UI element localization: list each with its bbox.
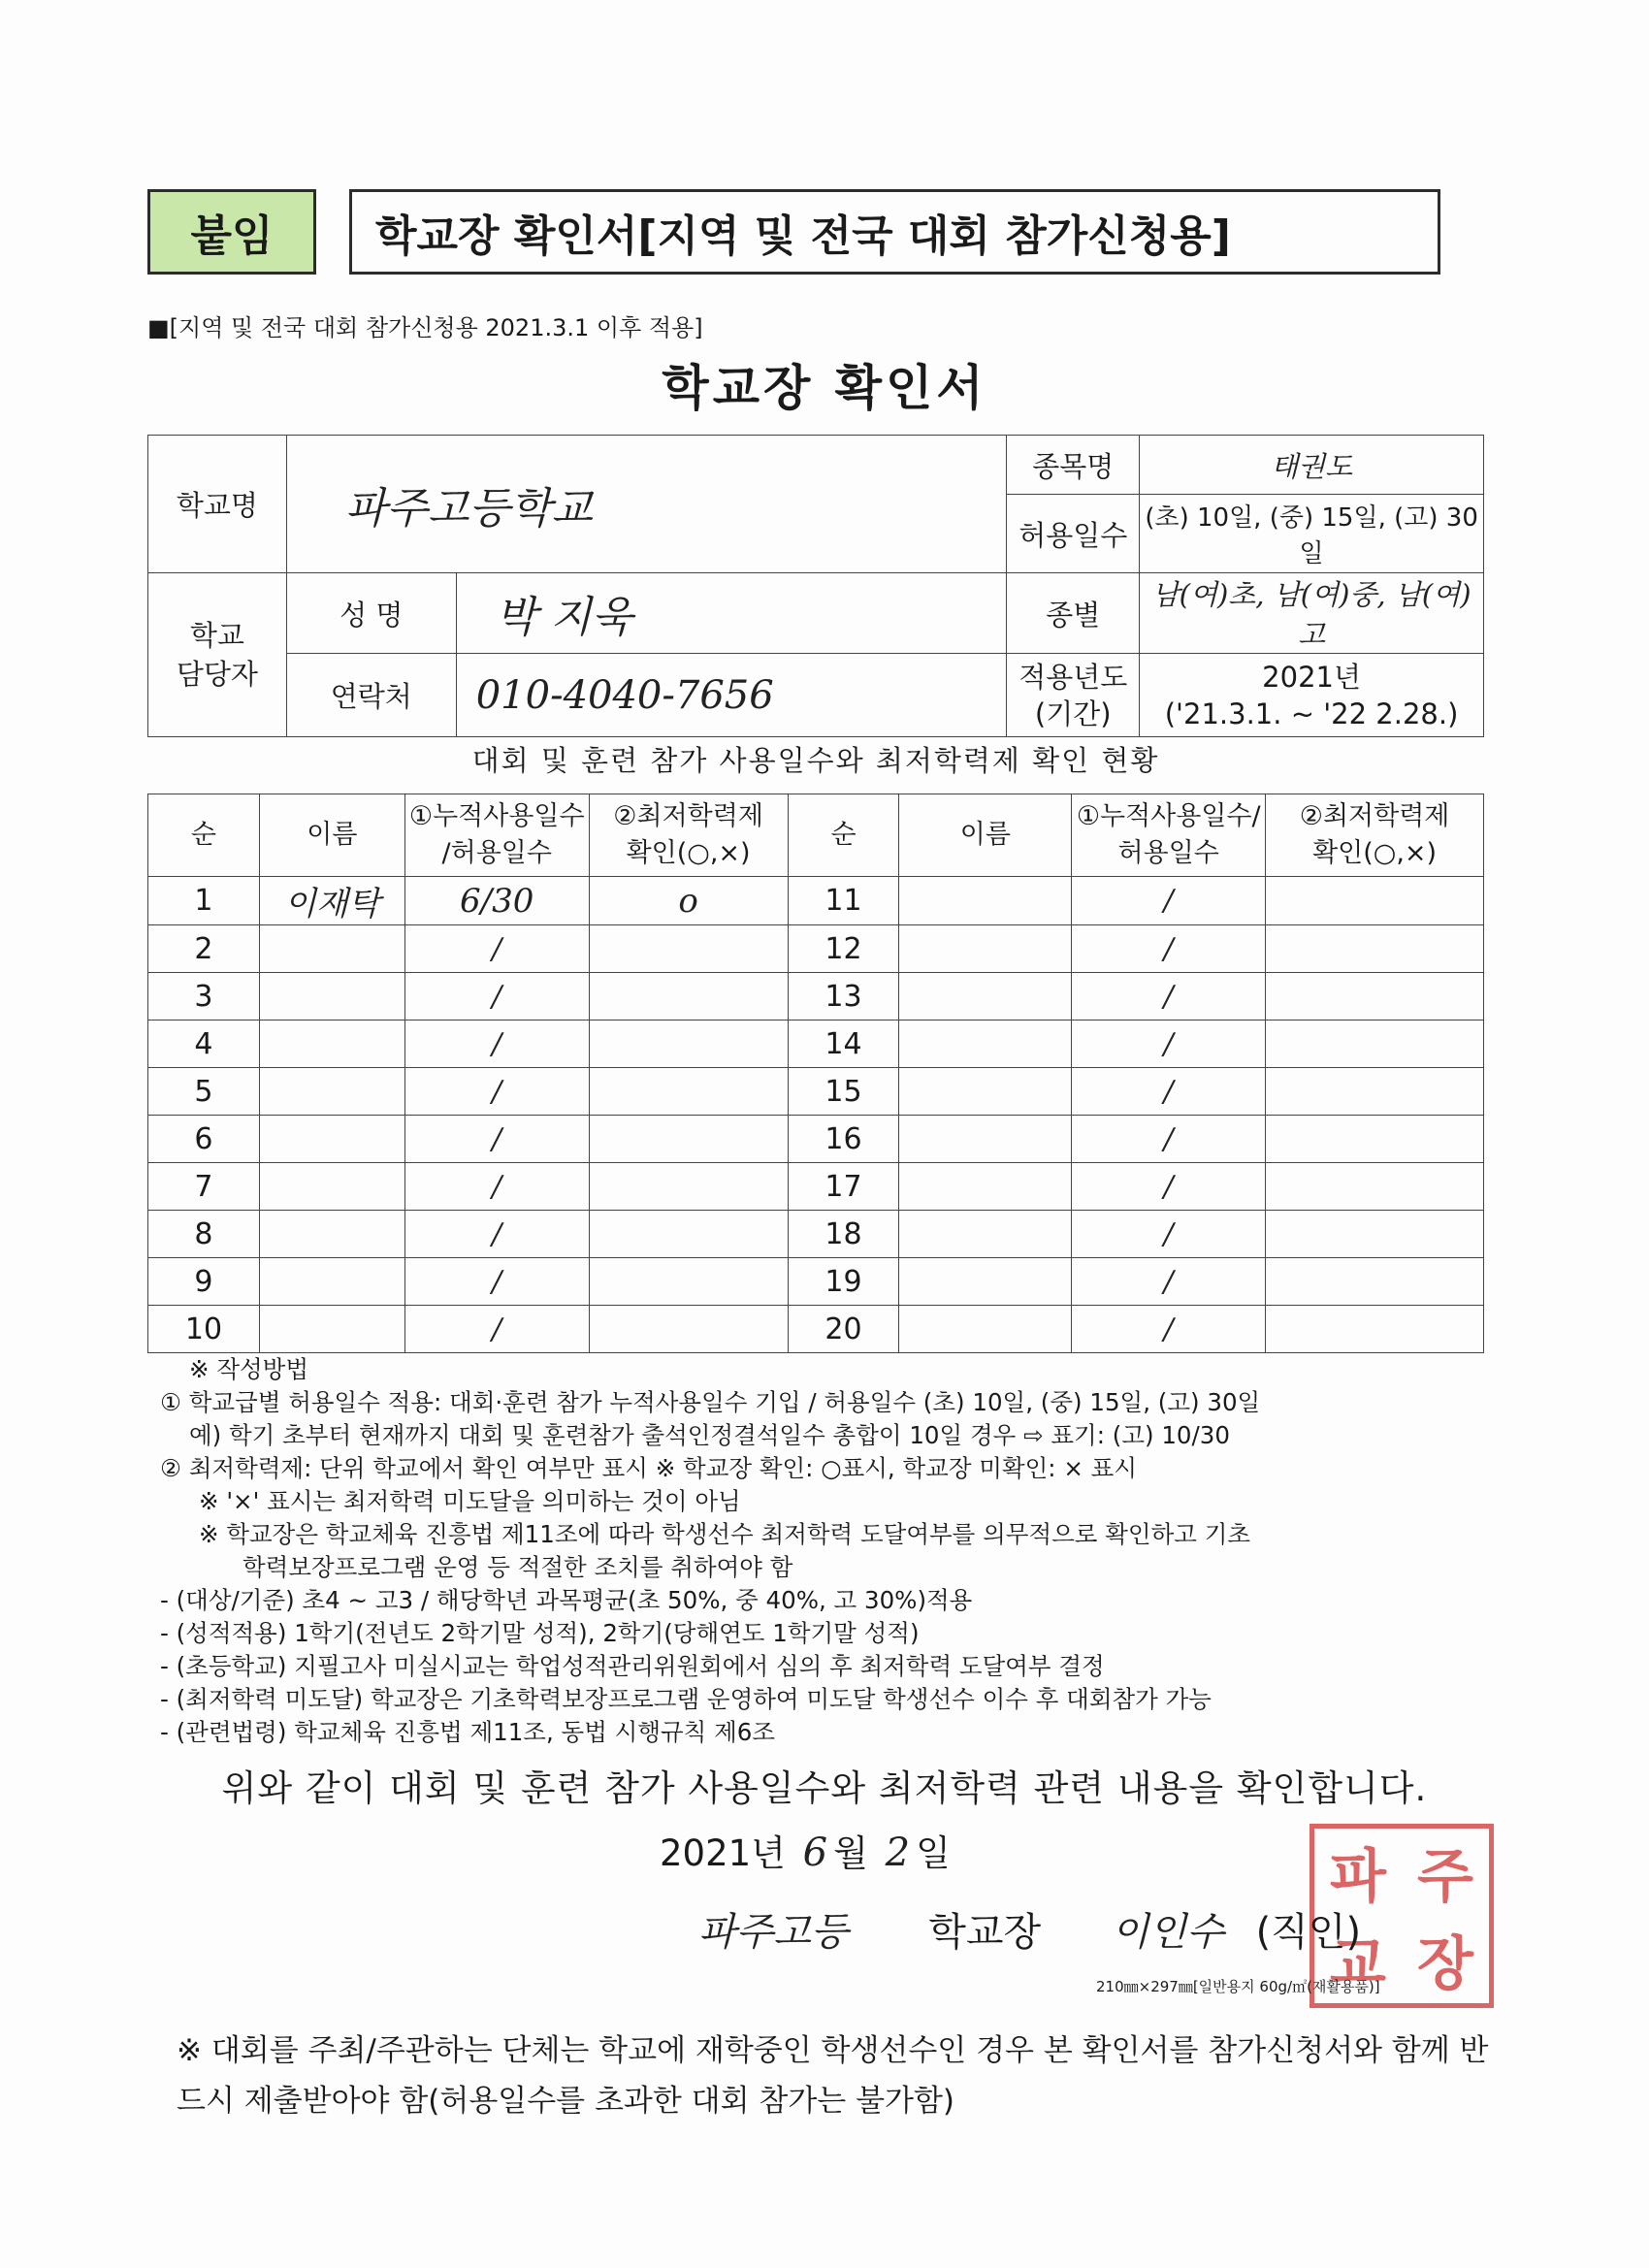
row-days-right: / — [1072, 1211, 1266, 1258]
col-days-right — [1072, 794, 1266, 877]
row-days: / — [404, 925, 589, 973]
date-month-unit: 월 — [833, 1832, 868, 1874]
row-days: / — [404, 973, 589, 1021]
year-label — [1007, 654, 1140, 737]
row-name — [259, 1021, 404, 1068]
col-no-right: 순 — [788, 794, 899, 877]
allowed-days-label: 허용일수 — [1007, 495, 1140, 573]
note-line: 학력보장프로그램 운영 등 적절한 조치를 취하여야 함 — [242, 1553, 793, 1581]
col-name: 이름 — [259, 794, 404, 877]
row-min — [589, 1306, 788, 1353]
row-min: o — [589, 877, 788, 925]
row-name — [259, 925, 404, 973]
sign-seal-mark: (직인) — [1255, 1910, 1362, 1955]
row-no-right: 17 — [788, 1163, 899, 1211]
row-min — [589, 973, 788, 1021]
col-days-line1: ①누적사용일수 — [408, 801, 585, 831]
year-value-line1: 2021년 — [1262, 660, 1361, 694]
table-row — [148, 1211, 1484, 1258]
row-no-right: 18 — [788, 1211, 899, 1258]
instructions — [160, 1353, 1499, 1749]
form-header-title: 학교장 확인서[지역 및 전국 대회 참가신청용] — [349, 189, 1440, 275]
sign-title: 학교장 — [928, 1910, 1042, 1955]
table-row — [148, 973, 1484, 1021]
row-min — [589, 1116, 788, 1163]
row-no: 3 — [148, 973, 260, 1021]
row-name-right — [899, 1163, 1072, 1211]
row-days: / — [404, 1258, 589, 1306]
row-days: / — [404, 1021, 589, 1068]
signature-line — [698, 1901, 1361, 1957]
row-no: 10 — [148, 1306, 260, 1353]
row-no: 9 — [148, 1258, 260, 1306]
official-seal-stamp: 파 주 교 장 — [1310, 1824, 1494, 2008]
row-no: 6 — [148, 1116, 260, 1163]
gender-value: 남(여)초, 남(여)중, 남(여)고 — [1140, 573, 1484, 654]
row-no: 1 — [148, 877, 260, 925]
table-row — [148, 925, 1484, 973]
row-name-right — [899, 1068, 1072, 1116]
note-line: ② 최저학력제: 단위 학교에서 확인 여부만 표시 ※ 학교장 확인: ○표시, 학교장 미확인: × 표시 — [160, 1454, 1137, 1482]
contact-label: 연락처 — [286, 654, 456, 737]
row-no-right: 16 — [788, 1116, 899, 1163]
year-label-line2: (기간) — [1034, 697, 1112, 730]
row-min-right — [1266, 925, 1484, 973]
note-line: ※ 학교장은 학교체육 진흥법 제11조에 따라 학생선수 최저학력 도달여부를 의무적으로 확인하고 기초 — [199, 1520, 1251, 1548]
row-name-right — [899, 1258, 1072, 1306]
col-days-right-line1: ①누적사용일수/ — [1076, 801, 1261, 831]
col-name-right: 이름 — [899, 794, 1072, 877]
row-min-right — [1266, 1116, 1484, 1163]
year-label-line1: 적용년도 — [1018, 660, 1128, 694]
row-min-right — [1266, 877, 1484, 925]
date-month: 6 — [802, 1831, 828, 1875]
table-row — [148, 1068, 1484, 1116]
row-days-right: / — [1072, 1068, 1266, 1116]
row-days-right: / — [1072, 925, 1266, 973]
row-name — [259, 1116, 404, 1163]
note-line: - (최저학력 미도달) 학교장은 기초학력보장프로그램 운영하여 미도달 학생선수 이수 후 대회참가 가능 — [160, 1685, 1212, 1713]
col-min-line2: 확인(○,×) — [626, 838, 751, 868]
row-no-right: 12 — [788, 925, 899, 973]
row-no: 5 — [148, 1068, 260, 1116]
school-value: 파주고등학교 — [286, 436, 1006, 573]
row-name-right — [899, 1021, 1072, 1068]
date-day-unit: 일 — [916, 1832, 951, 1874]
confirmation-statement: 위와 같이 대회 및 훈련 참가 사용일수와 최저학력 관련 내용을 확인합니다. — [221, 1767, 1428, 1809]
table-row — [148, 1163, 1484, 1211]
section-title: 대회 및 훈련 참가 사용일수와 최저학력제 확인 현황 — [471, 744, 1160, 777]
col-min-right-line2: 확인(○,×) — [1312, 838, 1438, 868]
attachment-badge: 붙임 — [147, 189, 316, 275]
row-days: / — [404, 1116, 589, 1163]
row-name-right — [899, 973, 1072, 1021]
row-min — [589, 925, 788, 973]
signature-date — [660, 1824, 951, 1876]
col-days — [404, 794, 589, 877]
row-no-right: 20 — [788, 1306, 899, 1353]
row-days: / — [404, 1068, 589, 1116]
note-line: - (관련법령) 학교체육 진흥법 제11조, 동법 시행규칙 제6조 — [160, 1718, 776, 1746]
row-min-right — [1266, 1306, 1484, 1353]
row-name — [259, 973, 404, 1021]
row-min — [589, 1068, 788, 1116]
row-no-right: 11 — [788, 877, 899, 925]
row-name — [259, 1258, 404, 1306]
row-min-right — [1266, 1163, 1484, 1211]
col-min-right — [1266, 794, 1484, 877]
event-label: 종목명 — [1007, 436, 1140, 495]
row-name-right — [899, 1306, 1072, 1353]
col-min-line1: ②최저학력제 — [613, 801, 763, 831]
note-line: - (대상/기준) 초4 ~ 고3 / 해당학년 과목평균(초 50%, 중 40%, 고 30%)적용 — [160, 1586, 973, 1614]
row-no-right: 15 — [788, 1068, 899, 1116]
info-table — [147, 435, 1484, 737]
row-name: 이재탁 — [259, 877, 404, 925]
row-name-right — [899, 877, 1072, 925]
row-days: 6/30 — [404, 877, 589, 925]
event-value: 태권도 — [1140, 436, 1484, 495]
row-no-right: 14 — [788, 1021, 899, 1068]
note-line: 예) 학기 초부터 현재까지 대회 및 훈련참가 출석인정결석일수 총합이 10일 경우 ⇨ 표기: (고) 10/30 — [189, 1421, 1230, 1449]
row-min — [589, 1211, 788, 1258]
manager-label: 학교 담당자 — [148, 573, 287, 737]
row-no-right: 13 — [788, 973, 899, 1021]
row-no-right: 19 — [788, 1258, 899, 1306]
row-no: 7 — [148, 1163, 260, 1211]
row-days-right: / — [1072, 1306, 1266, 1353]
row-name — [259, 1211, 404, 1258]
row-days: / — [404, 1306, 589, 1353]
note-line: ※ 작성방법 — [189, 1355, 308, 1383]
table-row — [148, 877, 1484, 925]
gender-label: 종별 — [1007, 573, 1140, 654]
row-days-right: / — [1072, 973, 1266, 1021]
col-no: 순 — [148, 794, 260, 877]
row-days-right: / — [1072, 1258, 1266, 1306]
row-min — [589, 1021, 788, 1068]
row-days-right: / — [1072, 1163, 1266, 1211]
row-days-right: / — [1072, 1021, 1266, 1068]
row-name — [259, 1068, 404, 1116]
row-no: 4 — [148, 1021, 260, 1068]
row-name-right — [899, 1211, 1072, 1258]
note-line: - (초등학교) 지필고사 미실시교는 학업성적관리위원회에서 심의 후 최저학력 도달여부 결정 — [160, 1652, 1105, 1680]
table-row — [148, 1021, 1484, 1068]
year-value — [1140, 654, 1484, 737]
row-no: 8 — [148, 1211, 260, 1258]
row-min — [589, 1163, 788, 1211]
school-label: 학교명 — [148, 436, 287, 573]
col-days-line2: /허용일수 — [441, 838, 552, 868]
table-row — [148, 1116, 1484, 1163]
allowed-days-value: (초) 10일, (중) 15일, (고) 30일 — [1140, 495, 1484, 573]
col-min-right-line1: ②최저학력제 — [1299, 801, 1450, 831]
row-name — [259, 1163, 404, 1211]
name-value: 박 지욱 — [456, 573, 1007, 654]
table-row — [148, 1258, 1484, 1306]
contact-value: 010-4040-7656 — [456, 654, 1007, 737]
paper-spec: 210㎜×297㎜[일반용지 60g/㎡(재활용품)] — [1096, 1978, 1380, 1995]
row-name-right — [899, 1116, 1072, 1163]
row-min-right — [1266, 1021, 1484, 1068]
col-min — [589, 794, 788, 877]
row-days-right: / — [1072, 1116, 1266, 1163]
row-min-right — [1266, 1068, 1484, 1116]
row-name — [259, 1306, 404, 1353]
row-min-right — [1266, 973, 1484, 1021]
year-value-line2: ('21.3.1. ~ '22 2.28.) — [1164, 697, 1459, 730]
note-line: ※ '×' 표시는 최저학력 미도달을 의미하는 것이 아님 — [199, 1487, 741, 1515]
sign-school: 파주고등 — [698, 1910, 849, 1955]
applies-note: ■[지역 및 전국 대회 참가신청용 2021.3.1 이후 적용] — [147, 314, 703, 341]
name-label: 성 명 — [286, 573, 456, 654]
row-min — [589, 1258, 788, 1306]
date-day: 2 — [885, 1831, 911, 1875]
row-days-right: / — [1072, 877, 1266, 925]
row-no: 2 — [148, 925, 260, 973]
row-min-right — [1266, 1258, 1484, 1306]
row-name-right — [899, 925, 1072, 973]
usage-table — [147, 794, 1484, 1353]
row-days: / — [404, 1211, 589, 1258]
document-title: 학교장 확인서 — [662, 360, 987, 416]
date-year: 2021년 — [660, 1832, 786, 1874]
note-line: - (성적적용) 1학기(전년도 2학기말 성적), 2학기(당해연도 1학기말 성적) — [160, 1619, 920, 1647]
sign-name: 이인수 — [1111, 1910, 1224, 1955]
footnote: ※ 대회를 주최/주관하는 단체는 학교에 재학중인 학생선수인 경우 본 확인서를 참가신청서와 함께 반드시 제출받아야 함(허용일수를 초과한 대회 참가는 불가함) — [177, 2033, 1489, 2119]
note-line: ① 학교급별 허용일수 적용: 대회·훈련 참가 누적사용일수 기입 / 허용일수 (초) 10일, (중) 15일, (고) 30일 — [160, 1388, 1261, 1416]
col-days-right-line2: 허용일수 — [1117, 838, 1219, 868]
table-row — [148, 1306, 1484, 1353]
row-min-right — [1266, 1211, 1484, 1258]
row-days: / — [404, 1163, 589, 1211]
